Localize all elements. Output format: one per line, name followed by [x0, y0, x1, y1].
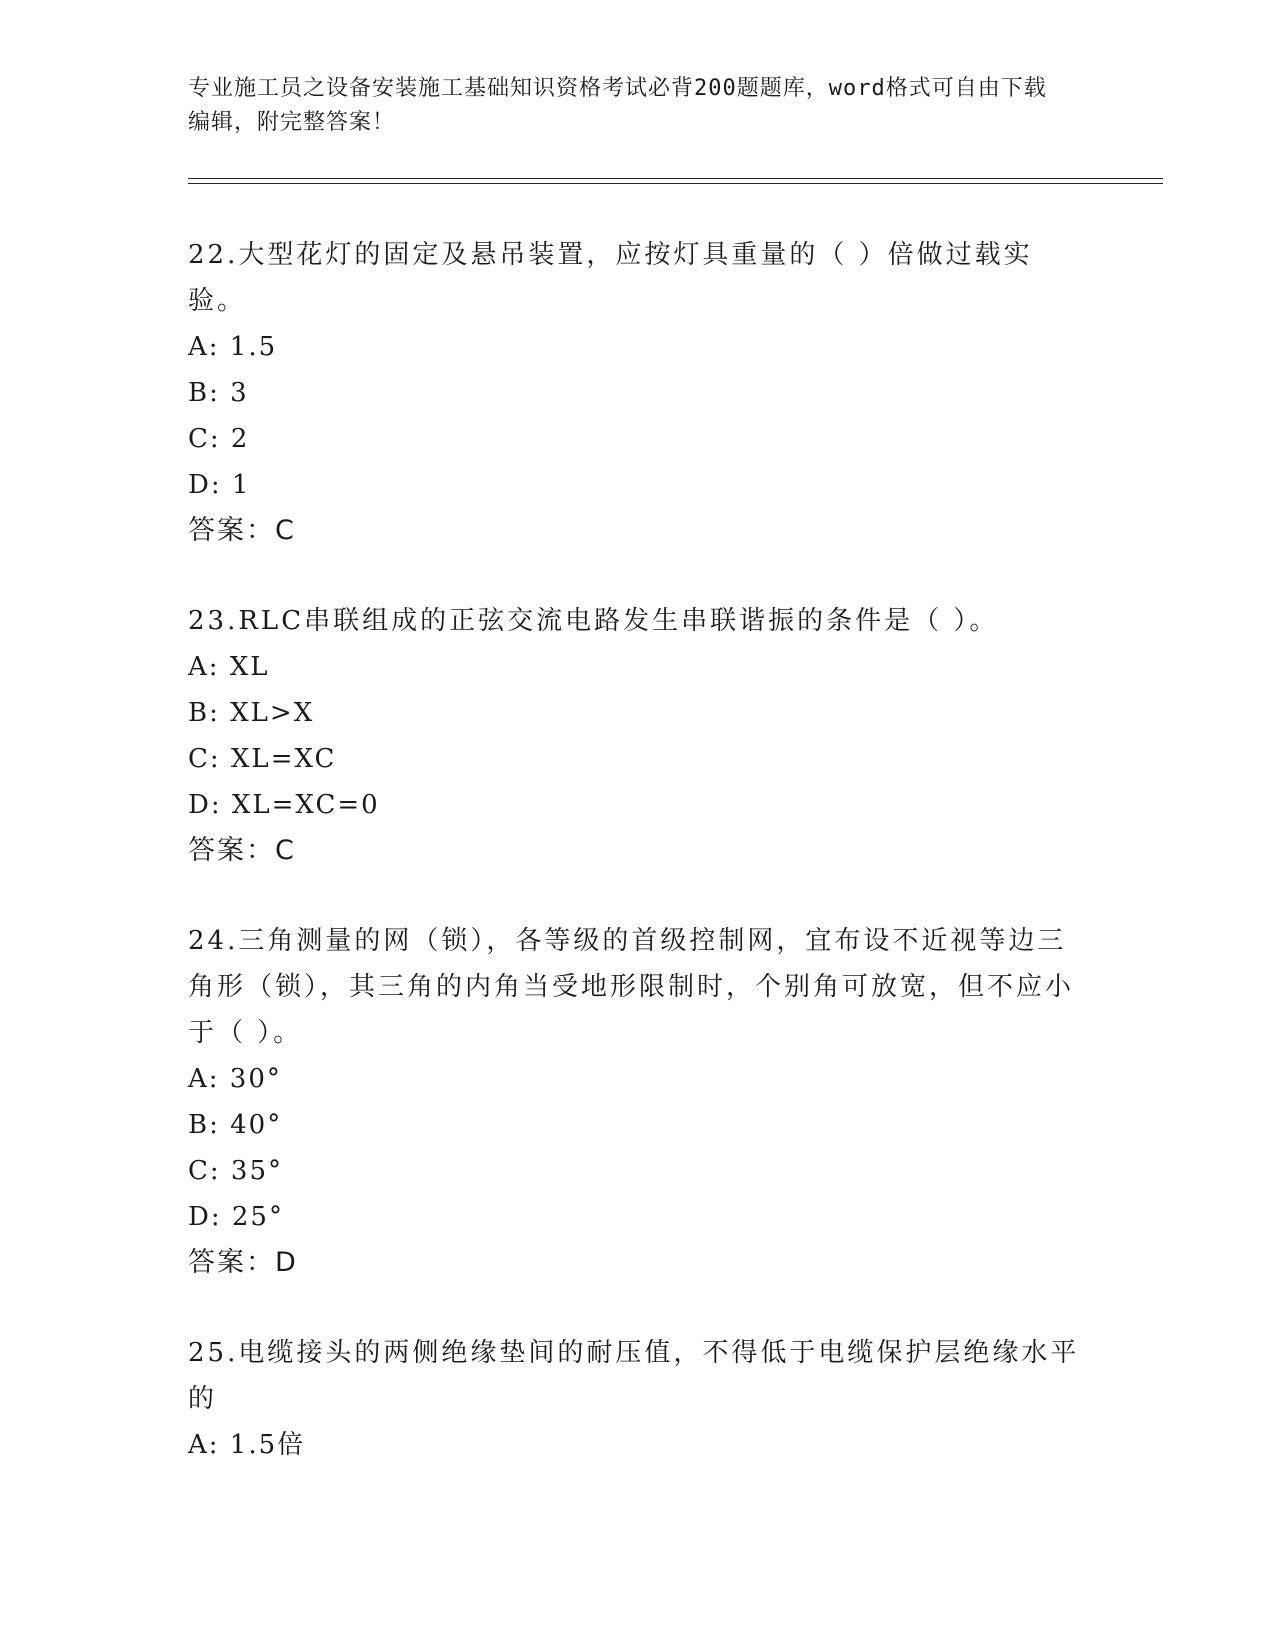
question-25 — [188, 1330, 1088, 1468]
answer-line: 答案：C — [188, 515, 296, 546]
option-a: A: XL — [188, 652, 270, 682]
answer-line: 答案：C — [188, 835, 296, 866]
question-24 — [188, 918, 1088, 1286]
question-text: 25.电缆接头的两侧绝缘垫间的耐压值，不得低于电缆保护层绝缘水平的 — [188, 1338, 1080, 1414]
option-b: B: 40° — [188, 1110, 283, 1140]
question-23 — [188, 598, 1088, 874]
spacer — [188, 554, 1088, 598]
option-c: C: 35° — [188, 1156, 284, 1186]
answer-line: 答案：D — [188, 1247, 298, 1278]
option-a: A: 1.5倍 — [188, 1430, 306, 1460]
option-b: B: 3 — [188, 378, 249, 408]
option-c: C: 2 — [188, 424, 250, 454]
question-text: 24.三角测量的网（锁），各等级的首级控制网，宜布设不近视等边三角形（锁），其三角的内角当受地形限制时，个别角可放宽，但不应小于（ ）。 — [188, 926, 1075, 1048]
option-b: B: XL>X — [188, 698, 315, 728]
option-d: D: 1 — [188, 470, 251, 500]
spacer — [188, 1286, 1088, 1330]
document-header: 专业施工员之设备安装施工基础知识资格考试必背200题题库，word格式可自由下载编辑，附完整答案！ — [188, 76, 1047, 135]
header-divider-double — [188, 183, 1163, 184]
question-list — [188, 232, 1088, 1468]
question-22 — [188, 232, 1088, 554]
question-text: 22.大型花灯的固定及悬吊装置，应按灯具重量的（ ）倍做过载实验。 — [188, 240, 1033, 316]
header-divider — [188, 178, 1163, 179]
question-text: 23.RLC串联组成的正弦交流电路发生串联谐振的条件是（ ）。 — [188, 606, 999, 636]
spacer — [188, 874, 1088, 918]
option-d: D: 25° — [188, 1202, 284, 1232]
option-a: A: 1.5 — [188, 332, 278, 362]
option-c: C: XL=XC — [188, 744, 337, 774]
option-a: A: 30° — [188, 1064, 282, 1094]
option-d: D: XL=XC=0 — [188, 790, 380, 820]
